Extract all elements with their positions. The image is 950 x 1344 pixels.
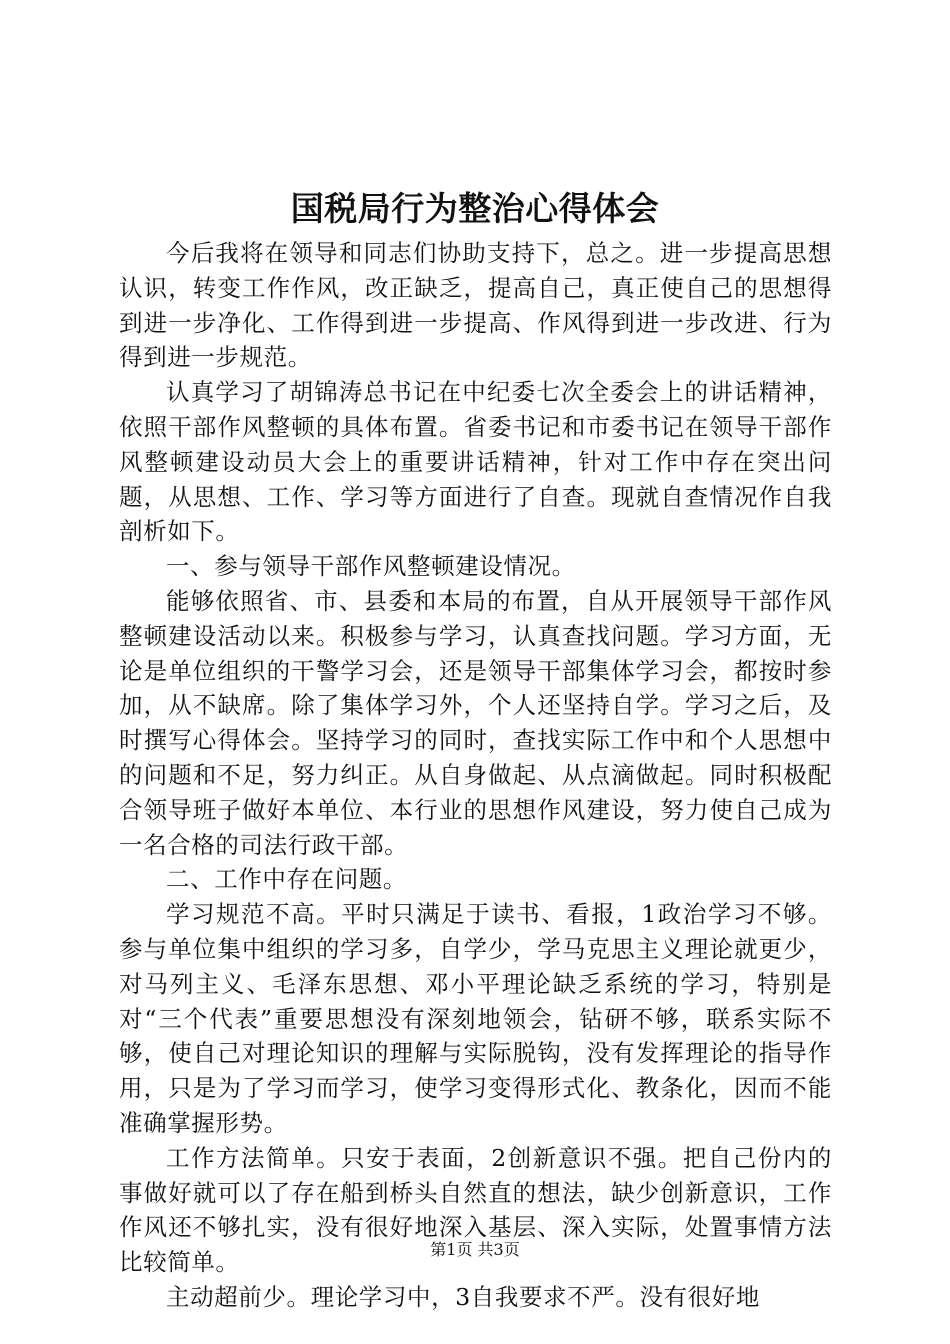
paragraph-study: 认真学习了胡锦涛总书记在中纪委七次全委会上的讲话精神，依照干部作风整顿的具体布置。省委书记和市委书记在领导干部作风整顿建设动员大会上的重要讲话精神，针对工作中存在突出问题，从思想、工作、学习等方面进行了自查。现就自查情况作自我剖析如下。 bbox=[119, 378, 832, 546]
document-title: 国税局行为整治心得体会 bbox=[290, 189, 660, 228]
paragraph-problem-1: 学习规范不高。平时只满足于读书、看报，1政治学习不够。参与单位集中组织的学习多，自学少，学马克思主义理论就更少，对马列主义、毛泽东思想、邓小平理论缺乏系统的学习，特别是对“三个代表”重要思想没有深刻地领会，钻研不够，联系实际不够，使自己对理论知识的理解与实际脱钩，没有发挥理论的指导作用，只是为了学习而学习，使学习变得形式化、教条化，因而不能准确掌握形势。 bbox=[119, 900, 832, 1137]
document-body bbox=[119, 236, 832, 1315]
paragraph-problem-3: 主动超前少。理论学习中，3自我要求不严。没有很好地 bbox=[166, 1282, 760, 1311]
paragraph-intro: 今后我将在领导和同志们协助支持下，总之。进一步提高思想认识，转变工作作风，改正缺乏，提高自己，真正使自己的思想得到进一步净化、工作得到进一步提高、作风得到进一步改进、行为得到进一步规范。 bbox=[119, 239, 832, 372]
section-heading-participation: 一、参与领导干部作风整顿建设情况。 bbox=[166, 552, 576, 581]
paragraph-problem-2: 工作方法简单。只安于表面，2创新意识不强。把自己份内的事做好就可以了存在船到桥头自然直的想法，缺少创新意识，工作作风还不够扎实，没有很好地深入基层、深入实际，处置事情方法比较简单。 bbox=[119, 1143, 832, 1277]
page-number: 第1页 共3页 bbox=[430, 1240, 520, 1259]
section-heading-problems: 二、工作中存在问题。 bbox=[166, 865, 407, 894]
paragraph-participation: 能够依照省、市、县委和本局的布置，自从开展领导干部作风整顿建设活动以来。积极参与学习，认真查找问题。学习方面，无论是单位组织的干警学习会，还是领导干部集体学习会，都按时参加，从不缺席。除了集体学习外，个人还坚持自学。学习之后，及时撰写心得体会。坚持学习的同时，查找实际工作中和个人思想中的问题和不足，努力纠正。从自身做起、从点滴做起。同时积极配合领导班子做好本单位、本行业的思想作风建设，努力使自己成为一名合格的司法行政干部。 bbox=[119, 586, 832, 859]
